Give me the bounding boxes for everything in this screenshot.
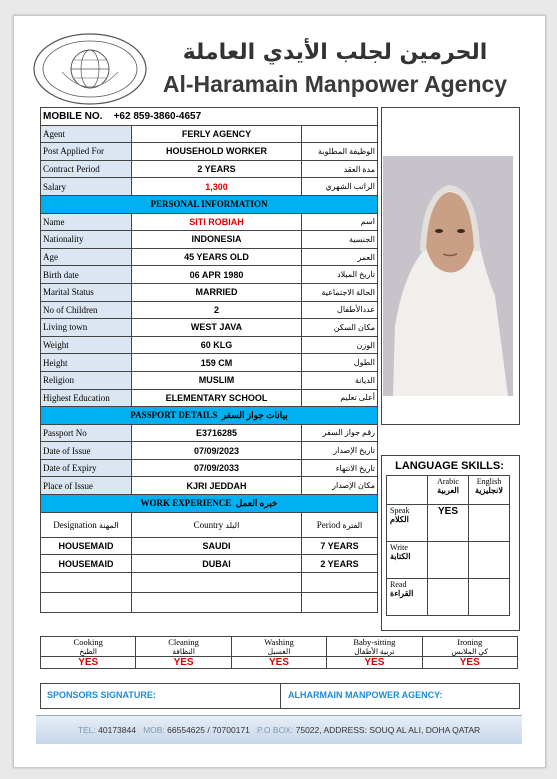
field-label-arabic: عددالأطفال bbox=[302, 301, 378, 319]
table-row bbox=[387, 542, 510, 579]
period-header-ar: الفترة bbox=[342, 520, 363, 530]
field-label: Post Applied For bbox=[41, 143, 132, 161]
field-label-arabic bbox=[302, 125, 378, 143]
english-column-header bbox=[469, 476, 510, 505]
table-row bbox=[41, 178, 378, 196]
language-skills-table bbox=[386, 475, 510, 616]
period-column-header bbox=[302, 512, 378, 537]
table-row bbox=[41, 354, 378, 372]
table-row bbox=[41, 572, 378, 592]
field-label: No of Children bbox=[41, 301, 132, 319]
field-label: Living town bbox=[41, 319, 132, 337]
read-arabic-value bbox=[428, 579, 469, 616]
table-row bbox=[41, 213, 378, 231]
applicant-photo bbox=[383, 156, 513, 396]
table-row bbox=[41, 143, 378, 161]
arabic-column-header bbox=[428, 476, 469, 505]
work-experience-heading bbox=[41, 495, 378, 513]
write-label bbox=[387, 542, 428, 579]
field-label: Weight bbox=[41, 336, 132, 354]
skill-label: Ironing bbox=[457, 637, 483, 647]
skill-label-ar: الطبخ bbox=[79, 647, 98, 656]
experience-period: 7 YEARS bbox=[302, 537, 378, 555]
name-value: SITI ROBIAH bbox=[132, 213, 302, 231]
country-column-header bbox=[132, 512, 302, 537]
read-label bbox=[387, 579, 428, 616]
skill-value: YES bbox=[231, 657, 326, 669]
speak-label-ar: الكلام bbox=[390, 515, 409, 524]
field-value: 60 KLG bbox=[132, 336, 302, 354]
field-value: 2 YEARS bbox=[132, 160, 302, 178]
skill-label-ar: النظافة bbox=[172, 647, 195, 656]
field-value: FERLY AGENCY bbox=[132, 125, 302, 143]
designation-column-header bbox=[41, 512, 132, 537]
table-row bbox=[41, 537, 378, 555]
experience-heading-en: WORK EXPERIENCE bbox=[140, 497, 232, 508]
skill-label: Cleaning bbox=[168, 637, 199, 647]
tel-value: 40173844 bbox=[98, 725, 136, 735]
designation-header-en: Designation bbox=[53, 519, 97, 530]
agency-signature-label: ALHARMAIN MANPOWER AGENCY: bbox=[288, 690, 443, 700]
field-label: Contract Period bbox=[41, 160, 132, 178]
field-value: 07/09/2033 bbox=[132, 459, 302, 477]
experience-period: 2 YEARS bbox=[302, 555, 378, 573]
field-label: Passport No bbox=[41, 424, 132, 442]
field-label-arabic: الطول bbox=[302, 354, 378, 372]
english-header-en: English bbox=[476, 477, 502, 486]
write-arabic-value bbox=[428, 542, 469, 579]
field-value: 159 CM bbox=[132, 354, 302, 372]
field-label-arabic: الوظيفة المطلوبة bbox=[302, 143, 378, 161]
table-row bbox=[41, 592, 378, 612]
speak-arabic-value: YES bbox=[428, 505, 469, 542]
experience-designation: HOUSEMAID bbox=[41, 555, 132, 573]
write-label-ar: الكتابة bbox=[390, 552, 411, 561]
period-header-en: Period bbox=[316, 519, 341, 530]
table-row bbox=[41, 266, 378, 284]
write-english-value bbox=[469, 542, 510, 579]
field-label-arabic: مكان السكن bbox=[302, 319, 378, 337]
field-label-arabic: تاريخ الميلاد bbox=[302, 266, 378, 284]
signature-box bbox=[40, 683, 520, 709]
field-label-arabic: تاريخ الانتهاء bbox=[302, 459, 378, 477]
field-label: Highest Education bbox=[41, 389, 132, 407]
salary-value: 1,300 bbox=[132, 178, 302, 196]
write-label-en: Write bbox=[390, 543, 408, 552]
agency-logo bbox=[32, 32, 148, 106]
table-row bbox=[41, 442, 378, 460]
language-skills-title: LANGUAGE SKILLS: bbox=[395, 460, 504, 472]
field-label: Birth date bbox=[41, 266, 132, 284]
table-row bbox=[41, 231, 378, 249]
skill-label-ar: الغسيل bbox=[267, 647, 291, 656]
field-value: HOUSEHOLD WORKER bbox=[132, 143, 302, 161]
field-label: Height bbox=[41, 354, 132, 372]
table-row bbox=[41, 160, 378, 178]
read-english-value bbox=[469, 579, 510, 616]
experience-country: DUBAI bbox=[132, 555, 302, 573]
english-header-ar: لانجليزية bbox=[475, 486, 503, 495]
skill-label-ar: كي الملابس bbox=[451, 647, 489, 656]
skill-baby-sitting bbox=[327, 637, 422, 657]
country-header-ar: البلد bbox=[225, 520, 240, 530]
field-label: Nationality bbox=[41, 231, 132, 249]
table-row bbox=[41, 125, 378, 143]
skill-label: Baby-sitting bbox=[353, 637, 396, 647]
field-label-arabic: الوزن bbox=[302, 336, 378, 354]
field-label-arabic: الجنسية bbox=[302, 231, 378, 249]
empty-cell bbox=[302, 572, 378, 592]
contact-footer bbox=[36, 715, 522, 744]
table-row bbox=[41, 319, 378, 337]
field-label: Date of Issue bbox=[41, 442, 132, 460]
designation-header-ar: المهنة bbox=[99, 520, 119, 530]
field-label-arabic: تاريخ الإصدار bbox=[302, 442, 378, 460]
mobile-value: +62 859-3860-4657 bbox=[113, 110, 202, 122]
speak-label-en: Speak bbox=[390, 506, 410, 515]
field-label-arabic: العمر bbox=[302, 248, 378, 266]
agency-title-arabic: الحرمين لجلب الأيدي العاملة bbox=[182, 40, 488, 65]
field-label-arabic: اسم bbox=[302, 213, 378, 231]
field-value: 06 APR 1980 bbox=[132, 266, 302, 284]
field-label: Date of Expiry bbox=[41, 459, 132, 477]
skill-value: YES bbox=[422, 657, 517, 669]
field-value: INDONESIA bbox=[132, 231, 302, 249]
passport-details-heading bbox=[41, 407, 378, 425]
tel-label: TEL: bbox=[77, 725, 96, 735]
skill-cooking bbox=[41, 637, 136, 657]
arabic-header-ar: العربية bbox=[437, 486, 459, 495]
table-row bbox=[41, 371, 378, 389]
country-header-en: Country bbox=[193, 519, 224, 530]
skills-label-row bbox=[41, 637, 518, 657]
field-label: Name bbox=[41, 213, 132, 231]
mobile-label: MOBILE NO. bbox=[43, 110, 103, 122]
table-row bbox=[41, 424, 378, 442]
field-value: E3716285 bbox=[132, 424, 302, 442]
field-label: Marital Status bbox=[41, 283, 132, 301]
read-label-en: Read bbox=[390, 580, 407, 589]
field-value: ELEMENTARY SCHOOL bbox=[132, 389, 302, 407]
skill-value: YES bbox=[136, 657, 231, 669]
sponsor-signature-label: SPONSORS SIGNATURE: bbox=[47, 690, 156, 700]
field-label-arabic: الحالة الاجتماعية bbox=[302, 283, 378, 301]
field-value: 2 bbox=[132, 301, 302, 319]
field-label-arabic: الديانة bbox=[302, 371, 378, 389]
field-value: KJRI JEDDAH bbox=[132, 477, 302, 495]
arabic-header-en: Arabic bbox=[437, 477, 459, 486]
field-label: Place of Issue bbox=[41, 477, 132, 495]
table-row bbox=[41, 459, 378, 477]
signature-divider bbox=[280, 684, 281, 708]
table-row bbox=[41, 555, 378, 573]
mob-label: MOB: bbox=[143, 725, 165, 735]
mobile-row bbox=[41, 108, 378, 126]
household-skills-table bbox=[40, 636, 518, 669]
experience-designation: HOUSEMAID bbox=[41, 537, 132, 555]
empty-cell bbox=[132, 592, 302, 612]
table-row bbox=[41, 389, 378, 407]
table-row bbox=[387, 476, 510, 505]
po-label: P.O BOX: bbox=[257, 725, 294, 735]
experience-header-row bbox=[41, 512, 378, 537]
speak-label bbox=[387, 505, 428, 542]
passport-heading-en: PASSPORT DETAILS bbox=[130, 409, 218, 420]
empty-cell bbox=[41, 572, 132, 592]
table-row bbox=[41, 248, 378, 266]
skill-value: YES bbox=[41, 657, 136, 669]
field-label-arabic: مكان الإصدار bbox=[302, 477, 378, 495]
experience-country: SAUDI bbox=[132, 537, 302, 555]
empty-cell bbox=[132, 572, 302, 592]
field-label: Salary bbox=[41, 178, 132, 196]
speak-english-value bbox=[469, 505, 510, 542]
skill-label: Cooking bbox=[73, 637, 103, 647]
skills-value-row bbox=[41, 657, 518, 669]
read-label-ar: القراءة bbox=[390, 589, 414, 598]
field-label-arabic: مدة العقد bbox=[302, 160, 378, 178]
field-value: MUSLIM bbox=[132, 371, 302, 389]
table-row bbox=[41, 301, 378, 319]
field-label: Religion bbox=[41, 371, 132, 389]
skill-ironing bbox=[422, 637, 517, 657]
skill-value: YES bbox=[327, 657, 422, 669]
field-value: WEST JAVA bbox=[132, 319, 302, 337]
field-label-arabic: الراتب الشهري bbox=[302, 178, 378, 196]
agency-title-english: Al-Haramain Manpower Agency bbox=[162, 71, 508, 97]
personal-info-heading: PERSONAL INFORMATION bbox=[41, 195, 378, 213]
skill-label-ar: تربية الأطفال bbox=[354, 647, 395, 656]
experience-heading-ar: خبره العمل bbox=[235, 497, 278, 508]
mob-value: 66554625 / 70700171 bbox=[167, 725, 250, 735]
table-row bbox=[387, 505, 510, 542]
applicant-details-table bbox=[40, 107, 378, 613]
passport-heading-ar: بيانات جواز السفر bbox=[221, 409, 288, 420]
field-label: Agent bbox=[41, 125, 132, 143]
field-value: 45 YEARS OLD bbox=[132, 248, 302, 266]
table-row bbox=[41, 283, 378, 301]
skill-label: Washing bbox=[264, 637, 294, 647]
empty-cell bbox=[387, 476, 428, 505]
empty-cell bbox=[302, 592, 378, 612]
table-row bbox=[41, 477, 378, 495]
field-value: MARRIED bbox=[132, 283, 302, 301]
field-value: 07/09/2023 bbox=[132, 442, 302, 460]
field-label: Age bbox=[41, 248, 132, 266]
po-value: 75022, ADDRESS: SOUQ AL ALI, DOHA QATAR bbox=[295, 725, 481, 735]
skill-washing bbox=[231, 637, 326, 657]
field-label-arabic: رقم جواز السفر bbox=[302, 424, 378, 442]
empty-cell bbox=[41, 592, 132, 612]
field-label-arabic: أعلى تعليم bbox=[302, 389, 378, 407]
table-row bbox=[387, 579, 510, 616]
table-row bbox=[41, 336, 378, 354]
skill-cleaning bbox=[136, 637, 231, 657]
